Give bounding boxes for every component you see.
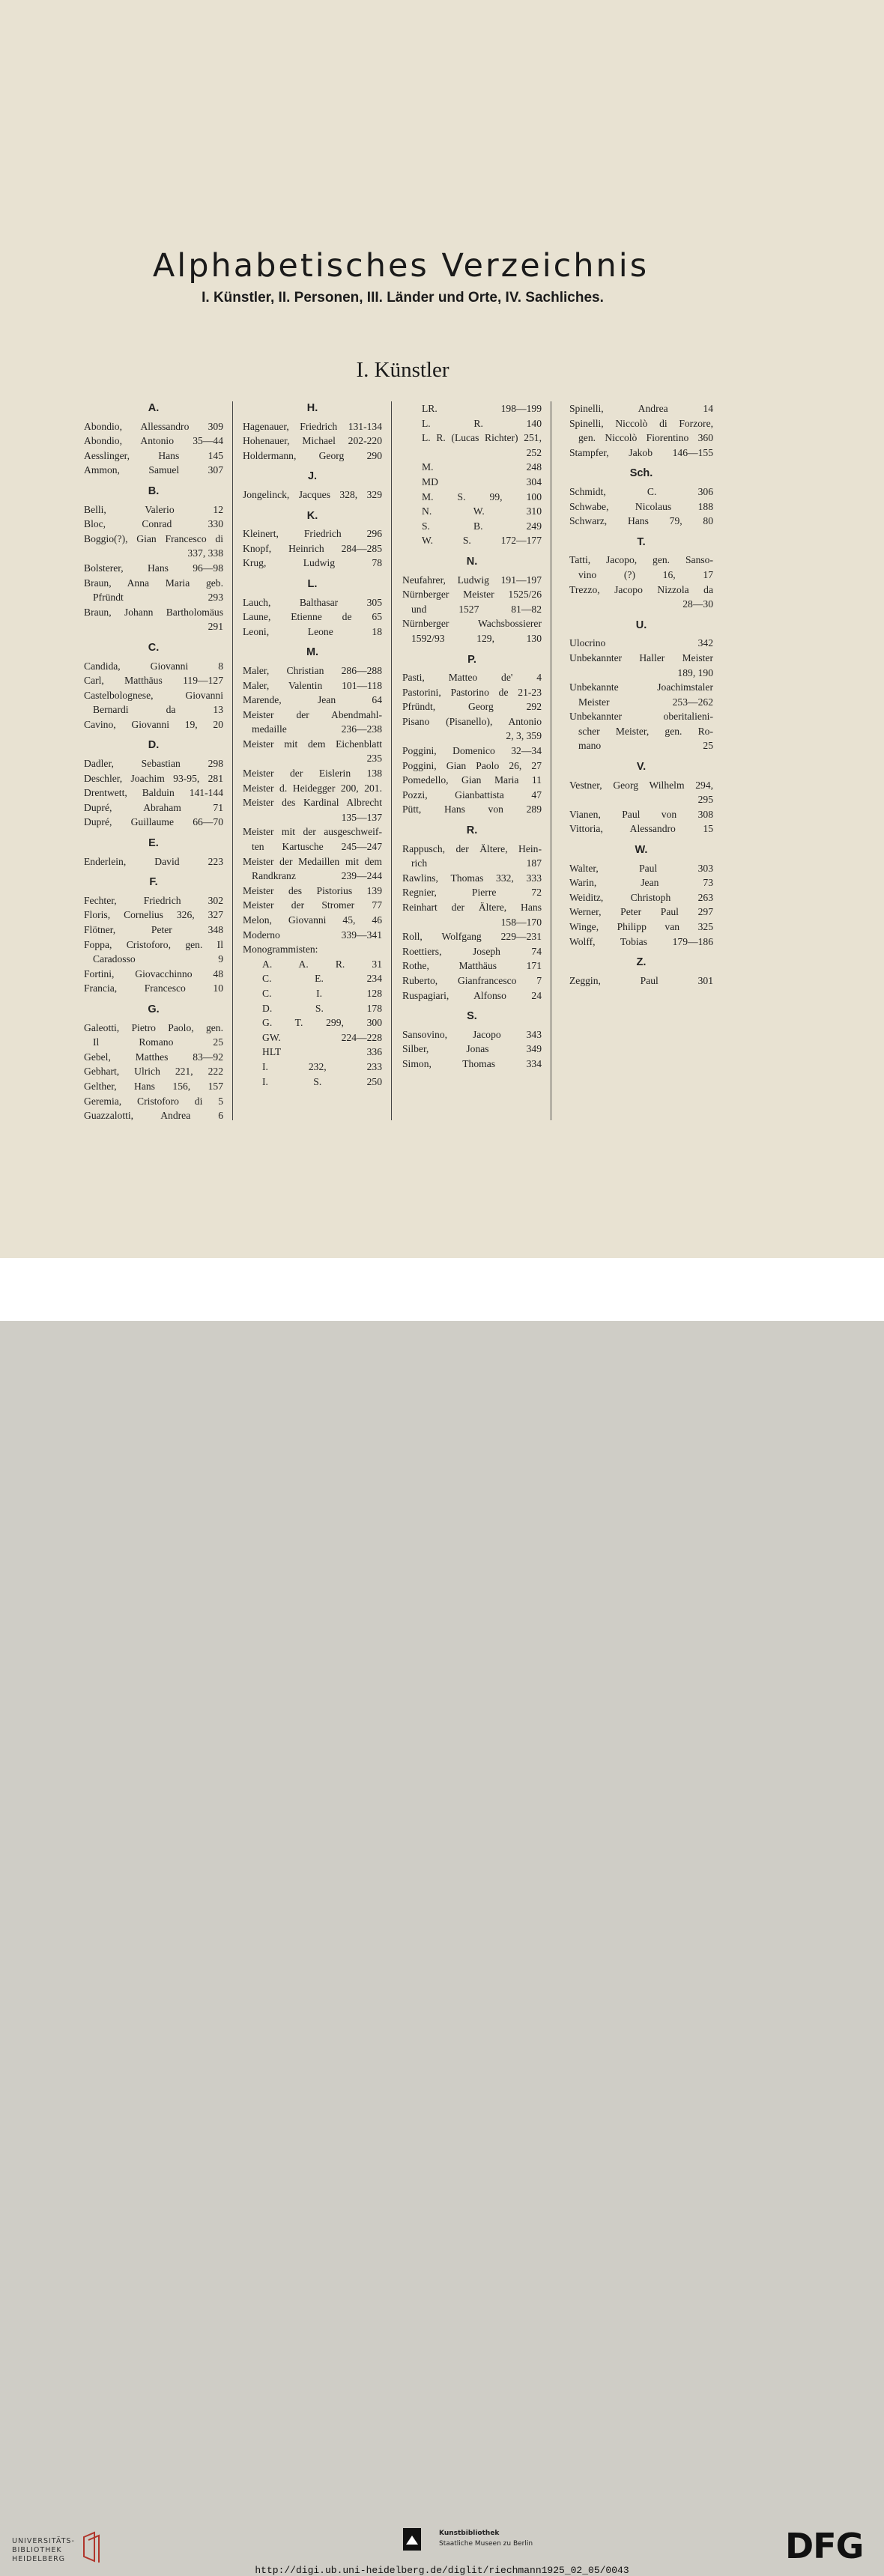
index-entry: Jongelinck, Jacques 328, 329 (243, 488, 382, 500)
index-entry: Simon, Thomas 334 (402, 1057, 542, 1069)
index-column-3 (402, 401, 542, 1072)
index-entry: Aesslinger, Hans 145 (84, 449, 223, 461)
index-entry: Pozzi, Gianbattista 47 (402, 789, 542, 801)
letter-heading: N. (466, 555, 478, 568)
index-entry: MD 304 (422, 476, 542, 487)
index-entry: Boggio(?), Gian Francesco di (84, 532, 223, 544)
letter-heading: B. (148, 484, 160, 497)
index-entry: Fechter, Friedrich 302 (84, 894, 223, 906)
index-entry: Knopf, Heinrich 284—285 (243, 542, 382, 554)
index-entry: Pomedello, Gian Maria 11 (402, 774, 542, 786)
index-entry: Meister der Stromer 77 (243, 899, 382, 911)
index-entry: LR. 198—199 (422, 403, 542, 414)
index-entry: Nürnberger Meister 1525/26 (402, 589, 542, 601)
index-entry: Zeggin, Paul 301 (569, 974, 713, 986)
index-entry: 295 (697, 794, 713, 806)
index-entry: Tatti, Jacopo, gen. Sanso- (569, 554, 713, 566)
index-entry: Vestner, Georg Wilhelm 294, (569, 779, 713, 791)
letter-heading: J. (307, 470, 318, 483)
index-entry: ten Kartusche 245—247 (252, 841, 382, 853)
kb-title: Kunstbibliothek (439, 2530, 500, 2537)
index-entry: Randkranz 239—244 (252, 870, 382, 882)
index-entry: Sansovino, Jacopo 343 (402, 1028, 542, 1040)
letter-heading: G. (148, 1003, 160, 1015)
kb-subtitle: Staatliche Museen zu Berlin (439, 2540, 533, 2548)
index-entry: S. B. 249 (422, 520, 542, 532)
kunstbibliothek-logo-icon[interactable] (403, 2528, 421, 2551)
index-entry: Winge, Philipp van 325 (569, 921, 713, 932)
index-entry: Weiditz, Christoph 263 (569, 891, 713, 903)
index-column-1 (84, 401, 223, 1123)
index-entry: Candida, Giovanni 8 (84, 660, 223, 672)
letter-heading: P. (467, 653, 476, 666)
index-entry: Vittoria, Alessandro 15 (569, 823, 713, 835)
index-entry: Spinelli, Andrea 14 (569, 403, 713, 414)
letter-heading: S. (467, 1010, 477, 1023)
letter-heading: E. (148, 837, 159, 850)
column-divider (391, 401, 392, 1120)
column-divider (232, 401, 233, 1120)
index-entry: Hohenauer, Michael 202-220 (243, 435, 382, 447)
index-entry: Leoni, Leone 18 (243, 625, 382, 637)
index-entry: Fortini, Giovacchinno 48 (84, 967, 223, 979)
index-entry: Stampfer, Jakob 146—155 (569, 446, 713, 458)
index-entry: 189, 190 (677, 666, 713, 678)
index-entry: Braun, Anna Maria geb. (84, 577, 223, 589)
index-entry: Lauch, Balthasar 305 (243, 596, 382, 608)
letter-heading: F. (149, 876, 158, 889)
index-entry: Walter, Paul 303 (569, 862, 713, 874)
index-entry: Rothe, Matthäus 171 (402, 960, 542, 972)
index-entry: Dupré, Abraham 71 (84, 801, 223, 813)
letter-heading: R. (466, 824, 478, 837)
index-entry: N. W. 310 (422, 505, 542, 517)
index-entry: Wolff, Tobias 179—186 (569, 935, 713, 947)
index-entry: Il Romano 25 (93, 1036, 223, 1048)
index-entry: Meister mit der ausgeschweif- (243, 826, 382, 838)
index-entry: Pastorini, Pastorino de 21-23 (402, 686, 542, 698)
index-entry: 235 (366, 753, 382, 765)
index-entry: Warin, Jean 73 (569, 877, 713, 889)
index-entry: 2, 3, 359 (506, 730, 542, 742)
footer-bar (0, 1258, 884, 2576)
letter-heading: U. (635, 619, 647, 631)
index-entry: Francia, Francesco 10 (84, 982, 223, 994)
dfg-logo[interactable]: DFG (785, 2526, 864, 2566)
index-entry: Holdermann, Georg 290 (243, 449, 382, 461)
index-entry: Krug, Ludwig 78 (243, 557, 382, 569)
page-subtitle: I. Künstler, II. Personen, III. Länder und Orte, IV. Sachliches. (202, 290, 604, 306)
index-entry: Schwarz, Hans 79, 80 (569, 515, 713, 527)
index-entry: Unbekannter oberitalieni- (569, 711, 713, 723)
index-entry: Regnier, Pierre 72 (402, 887, 542, 899)
index-entry: Meister der Abendmahl- (243, 708, 382, 720)
index-entry: Trezzo, Jacopo Nizzola da (569, 583, 713, 595)
index-entry: und 1527 81—82 (411, 603, 542, 615)
index-entry: Bernardi da 13 (93, 704, 223, 716)
index-entry: scher Meister, gen. Ro- (578, 725, 713, 737)
index-entry: Moderno 339—341 (243, 929, 382, 941)
index-entry: Roettiers, Joseph 74 (402, 945, 542, 957)
index-entry: Ammon, Samuel 307 (84, 464, 223, 476)
index-entry: Marende, Jean 64 (243, 694, 382, 706)
index-entry: Deschler, Joachim 93-95, 281 (84, 772, 223, 784)
index-entry: Galeotti, Pietro Paolo, gen. (84, 1021, 223, 1033)
index-entry: Neufahrer, Ludwig 191—197 (402, 574, 542, 586)
index-entry: Gebel, Matthes 83—92 (84, 1051, 223, 1063)
index-entry: Gebhart, Ulrich 221, 222 (84, 1066, 223, 1078)
letter-heading: V. (636, 761, 647, 774)
index-entry: mano 25 (578, 740, 713, 752)
uni-line-1: UNIVERSITÄTS- (12, 2537, 75, 2545)
index-entry: Werner, Peter Paul 297 (569, 906, 713, 918)
index-entry: Pfründt 293 (93, 592, 223, 604)
index-entry: Geremia, Cristoforo di 5 (84, 1095, 223, 1107)
source-url-link[interactable]: http://digi.ub.uni-heidelberg.de/diglit/riechmann1925_02_05/0043 (255, 2565, 629, 2576)
index-entry: Poggini, Domenico 32—34 (402, 745, 542, 757)
index-entry: L. R. 140 (422, 417, 542, 429)
index-entry: W. S. 172—177 (422, 535, 542, 547)
index-entry: Abondio, Allessandro 309 (84, 420, 223, 432)
index-entry: Meister 253—262 (578, 696, 713, 708)
index-entry: 291 (208, 621, 223, 633)
index-entry: Laune, Etienne de 65 (243, 611, 382, 623)
index-entry: Pasti, Matteo de' 4 (402, 672, 542, 684)
letter-heading: M. (306, 646, 319, 659)
document-page (0, 0, 884, 1258)
index-entry: Nürnberger Wachsbossierer (402, 618, 542, 630)
index-entry: Meister d. Heidegger 200, 201. (243, 782, 382, 794)
index-entry: Bolsterer, Hans 96—98 (84, 562, 223, 574)
index-entry: Guazzalotti, Andrea 6 (84, 1110, 223, 1122)
letter-heading: W. (635, 844, 648, 857)
index-entry: vino (?) 16, 17 (578, 568, 713, 580)
index-entry: Dadler, Sebastian 298 (84, 758, 223, 770)
uni-line-2: BIBLIOTHEK (12, 2546, 62, 2554)
index-column-4 (569, 401, 713, 988)
index-entry: Vianen, Paul von 308 (569, 808, 713, 820)
index-entry: Cavino, Giovanni 19, 20 (84, 718, 223, 730)
index-entry: Unbekannter Haller Meister (569, 651, 713, 663)
index-entry: Ruberto, Gianfrancesco 7 (402, 974, 542, 986)
index-entry: L. R. (Lucas Richter) 251, (422, 432, 542, 444)
index-entry: Drentwett, Balduin 141-144 (84, 787, 223, 799)
index-entry: 1592/93 129, 130 (411, 632, 542, 644)
index-entry: Ulocrino 342 (569, 637, 713, 649)
index-entry: Dupré, Guillaume 66—70 (84, 816, 223, 828)
index-entry: Meister der Medaillen mit dem (243, 855, 382, 867)
index-entry: C. E. 234 (262, 973, 382, 985)
section-heading: I. Künstler (356, 358, 449, 382)
index-entry: Meister der Eislerin 138 (243, 768, 382, 780)
letter-heading: Sch. (629, 467, 653, 480)
index-entry: 337, 338 (187, 547, 223, 559)
index-entry: Pfründt, Georg 292 (402, 701, 542, 713)
index-entry: Reinhart der Ältere, Hans (402, 902, 542, 913)
index-entry: rich 187 (411, 857, 542, 869)
index-entry: Rappusch, der Ältere, Hein- (402, 842, 542, 854)
index-entry: Castelbolognese, Giovanni (84, 689, 223, 701)
letter-heading: T. (637, 535, 646, 548)
letter-heading: K. (306, 509, 318, 522)
letter-heading: C. (148, 641, 160, 654)
kunstbibliothek-name[interactable] (439, 2528, 533, 2549)
index-entry: Caradosso 9 (93, 953, 223, 965)
index-column-2 (243, 401, 382, 1089)
index-entry: Meister mit dem Eichenblatt (243, 738, 382, 750)
index-entry: Carl, Matthäus 119—127 (84, 675, 223, 687)
index-entry: HLT 336 (262, 1046, 382, 1058)
index-entry: 135—137 (341, 811, 382, 823)
index-entry: Meister des Pistorius 139 (243, 884, 382, 896)
index-entry: Ruspagiari, Alfonso 24 (402, 989, 542, 1001)
index-entry: Meister des Kardinal Albrecht (243, 797, 382, 809)
index-entry: M. S. 99, 100 (422, 490, 542, 502)
letter-heading: D. (148, 739, 160, 752)
index-entry: D. S. 178 (262, 1002, 382, 1014)
index-entry: Rawlins, Thomas 332, 333 (402, 872, 542, 884)
index-entry: Abondio, Antonio 35—44 (84, 435, 223, 447)
index-entry: Bloc, Conrad 330 (84, 518, 223, 530)
index-entry: Silber, Jonas 349 (402, 1043, 542, 1055)
index-entry: Kleinert, Friedrich 296 (243, 528, 382, 540)
index-entry: I. 232, 233 (262, 1060, 382, 1072)
university-library-name[interactable] (12, 2537, 87, 2564)
index-entry: Maler, Christian 286—288 (243, 664, 382, 676)
index-entry: Enderlein, David 223 (84, 855, 223, 867)
index-entry: 252 (526, 446, 542, 458)
university-logo-icon[interactable] (81, 2531, 103, 2563)
index-entry: C. I. 128 (262, 987, 382, 999)
index-entry: Braun, Johann Bartholomäus (84, 606, 223, 618)
letter-heading: Z. (636, 956, 647, 969)
index-entry: 28—30 (682, 598, 713, 610)
index-entry: Roll, Wolfgang 229—231 (402, 931, 542, 943)
index-entry: medaille 236—238 (252, 723, 382, 735)
letter-heading: H. (306, 402, 318, 414)
index-entry: Pisano (Pisanello), Antonio (402, 715, 542, 727)
index-entry: M. 248 (422, 461, 542, 473)
index-entry: Monogrammisten: (243, 944, 318, 956)
index-entry: GW. 224—228 (262, 1031, 382, 1043)
index-entry: G. T. 299, 300 (262, 1017, 382, 1029)
index-entry: Flötner, Peter 348 (84, 924, 223, 935)
page-title: Alphabetisches Verzeichnis (152, 247, 650, 285)
index-entry: Spinelli, Niccolò di Forzore, (569, 417, 713, 429)
letter-heading: A. (148, 402, 160, 414)
index-entry: Poggini, Gian Paolo 26, 27 (402, 759, 542, 771)
letter-heading: L. (307, 577, 318, 590)
index-entry: Maler, Valentin 101—118 (243, 679, 382, 691)
index-entry: Belli, Valerio 12 (84, 503, 223, 515)
index-entry: 158—170 (500, 916, 542, 928)
index-entry: Schmidt, C. 306 (569, 485, 713, 497)
index-entry: Floris, Cornelius 326, 327 (84, 909, 223, 921)
index-entry: A. A. R. 31 (262, 958, 382, 970)
index-entry: Schwabe, Nicolaus 188 (569, 500, 713, 512)
index-entry: Melon, Giovanni 45, 46 (243, 914, 382, 926)
index-entry: I. S. 250 (262, 1075, 382, 1087)
index-entry: Hagenauer, Friedrich 131-134 (243, 420, 382, 432)
index-entry: Unbekannte Joachimstaler (569, 681, 713, 693)
index-entry: Gelther, Hans 156, 157 (84, 1080, 223, 1092)
uni-line-3: HEIDELBERG (12, 2555, 66, 2563)
index-entry: gen. Niccolò Fiorentino 360 (578, 432, 713, 444)
index-entry: Pütt, Hans von 289 (402, 804, 542, 815)
index-entry: Foppa, Cristoforo, gen. Il (84, 938, 223, 950)
